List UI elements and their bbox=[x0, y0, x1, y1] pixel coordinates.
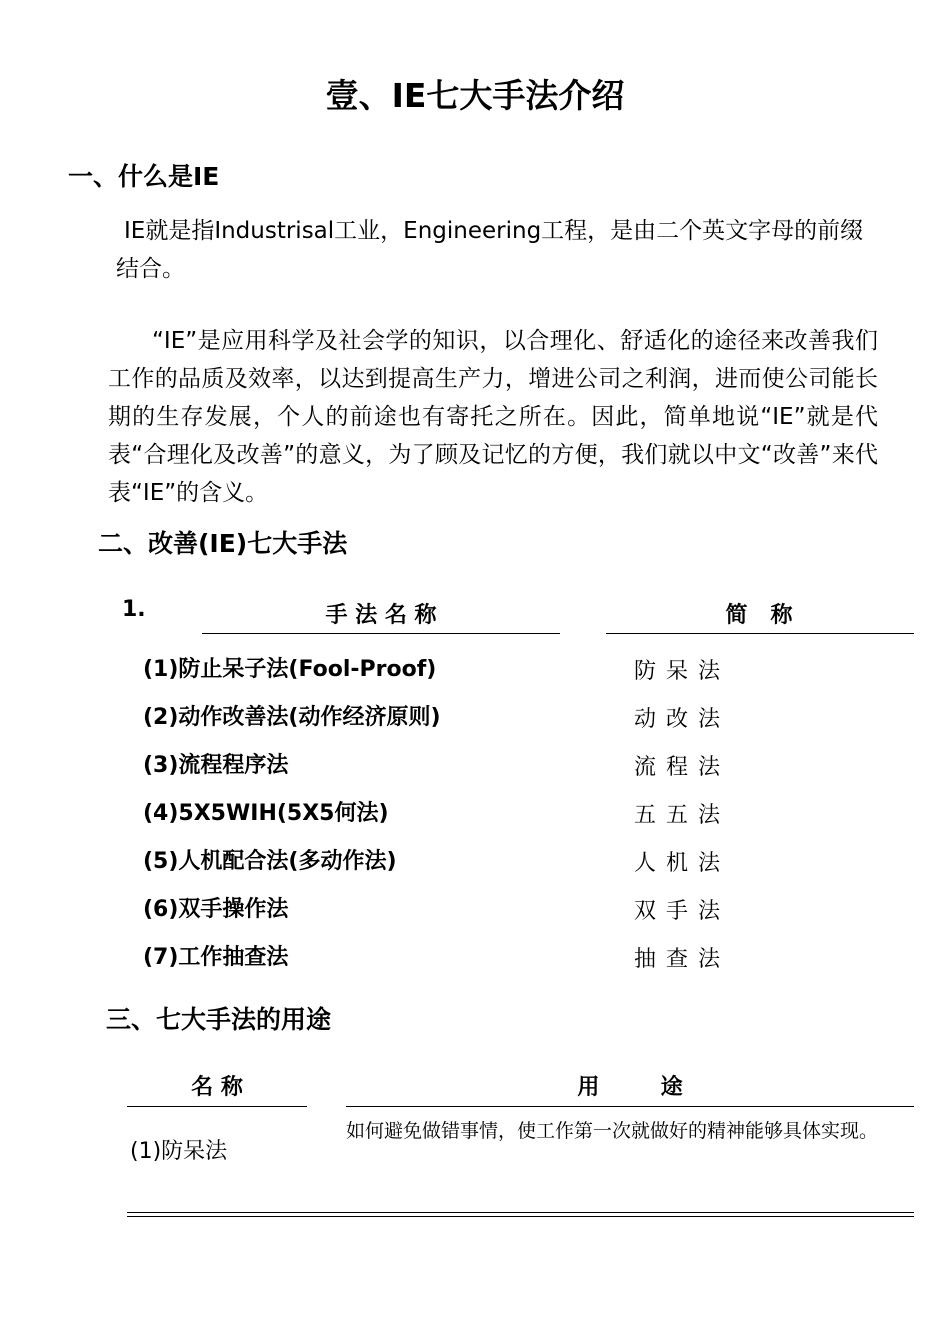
column-header-name: 名 称 bbox=[191, 1075, 243, 1100]
header-rule-abbr bbox=[606, 633, 914, 634]
method-name: (3)流程程序法 bbox=[143, 753, 289, 778]
header-rule-usage bbox=[346, 1106, 914, 1107]
method-name: (1)防止呆子法(Fool-Proof) bbox=[143, 657, 437, 682]
intro-paragraph: IE就是指Industrisal工业，Engineering工程，是由二个英文字母的前缀结合。 bbox=[116, 218, 864, 282]
section-heading-what-is-ie: 一、什么是IE bbox=[68, 162, 220, 191]
column-header-abbreviation: 简 称 bbox=[725, 603, 793, 628]
table-bottom-rule-double bbox=[127, 1216, 914, 1217]
list-number: 1. bbox=[122, 597, 146, 622]
section-heading-usage: 三、七大手法的用途 bbox=[106, 1005, 332, 1034]
section-heading-seven-methods: 二、改善(IE)七大手法 bbox=[98, 529, 348, 558]
usage-row-name: (1)防呆法 bbox=[130, 1139, 228, 1164]
method-abbr: 动改法 bbox=[634, 707, 731, 732]
column-header-method-name: 手 法 名 称 bbox=[325, 603, 437, 628]
column-header-usage: 用 途 bbox=[577, 1075, 683, 1100]
page-title: 壹、IE七大手法介绍 bbox=[325, 76, 625, 115]
header-rule-name bbox=[127, 1106, 307, 1107]
header-rule-method bbox=[202, 633, 560, 634]
method-name: (5)人机配合法(多动作法) bbox=[143, 849, 397, 874]
usage-row-description: 如何避免做错事情，使工作第一次就做好的精神能够具体实现。 bbox=[346, 1120, 879, 1142]
method-name: (4)5X5WIH(5X5何法) bbox=[143, 801, 389, 826]
method-abbr: 人机法 bbox=[634, 851, 731, 876]
method-abbr: 五五法 bbox=[634, 803, 731, 828]
method-name: (2)动作改善法(动作经济原则) bbox=[143, 705, 441, 730]
method-name: (7)工作抽查法 bbox=[143, 945, 289, 970]
method-abbr: 防呆法 bbox=[634, 659, 731, 684]
table-bottom-rule bbox=[127, 1212, 914, 1213]
method-abbr: 双手法 bbox=[634, 899, 731, 924]
method-abbr: 流程法 bbox=[634, 755, 731, 780]
method-name: (6)双手操作法 bbox=[143, 897, 289, 922]
definition-paragraph: “IE”是应用科学及社会学的知识，以合理化、舒适化的途径来改善我们工作的品质及效率，以达到提高生产力，增进公司之利润，进而使公司能长期的生存发展，个人的前途也有寄托之所在。因此，简单地说“IE”就是代表“合理化及改善”的意义，为了顾及记忆的方便，我们就以中文“改善”来代表“IE”的含义。 bbox=[108, 328, 878, 506]
method-abbr: 抽查法 bbox=[634, 947, 731, 972]
